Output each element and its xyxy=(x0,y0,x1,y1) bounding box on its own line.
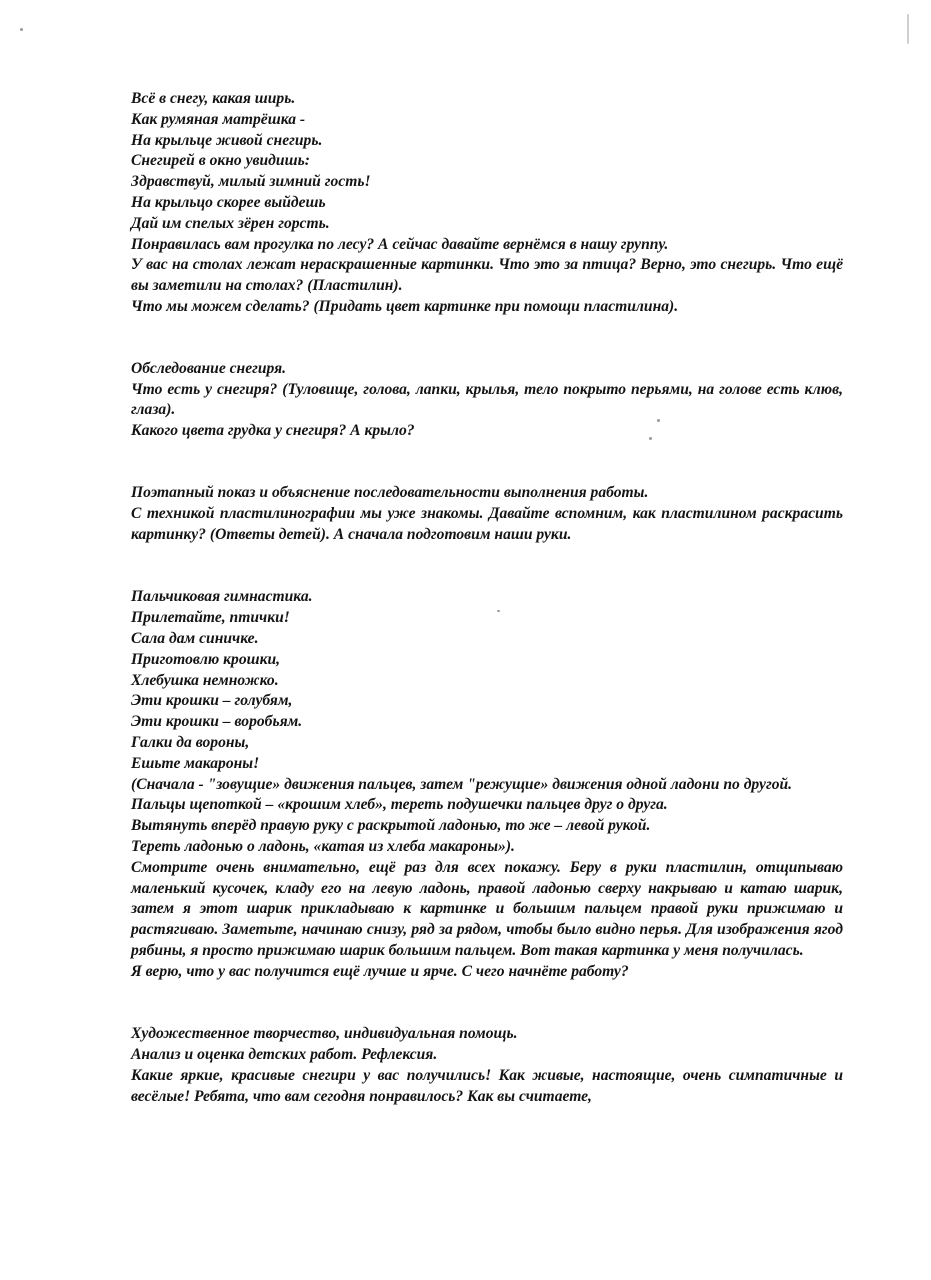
poem-line: Всё в снегу, какая ширь. xyxy=(131,90,296,107)
section-creative-work xyxy=(131,1024,843,1107)
poem-line: Ешьте макароны! xyxy=(131,754,260,772)
paragraph: Понравилась вам прогулка по лесу? А сейчас давайте вернёмся в нашу группу. xyxy=(131,235,669,253)
poem-line: Прилетайте, птички! xyxy=(131,609,290,627)
poem-line: Как румяная матрёшка - xyxy=(131,110,306,128)
paragraph: Вытянуть вперёд правую руку с раскрытой ладонью, то же – левой рукой. xyxy=(131,817,651,835)
poem-line: Галки да вороны, xyxy=(131,733,250,751)
paragraph: Пальцы щепоткой – «крошим хлеб», тереть подушечки пальцев друг о друга. xyxy=(131,796,668,814)
paragraph: Тереть ладонью о ладонь, «катая из хлеба макароны»). xyxy=(131,837,515,855)
section-bullfinch-exam xyxy=(131,359,843,442)
paragraph: Смотрите очень внимательно, ещё раз для всех покажу. Беру в руки пластилин, отщипываю маленький кусочек, кладу его на левую ладонь, правой ладонью сверху накрываю и катаю шарик, затем я этот шарик прикладываю к картинке и большим пальцем правой руки прижимаю и растягиваю. Заметьте, начинаю снизу, ряд за рядом, чтобы было видно перья. Для изображения ягод рябины, я просто прижимаю шарик большим пальцем. Вот такая картинка у меня получилась. xyxy=(131,858,843,959)
section-finger-gymnastics xyxy=(131,587,843,982)
paragraph: (Сначала - "зовущие» движения пальцев, затем "режущие» движения одной ладони по другой. xyxy=(131,775,793,793)
section-heading: Поэтапный показ и объяснение последовательности выполнения работы. xyxy=(131,483,649,501)
section-heading: Художественное творчество, индивидуальная помощь. xyxy=(131,1025,518,1043)
poem-line: На крыльце живой снегирь. xyxy=(131,131,323,149)
section-demonstration xyxy=(131,483,843,545)
poem-line: Снегирей в окно увидишь: xyxy=(131,152,310,170)
paragraph: Какого цвета грудка у снегиря? А крыло? xyxy=(131,422,415,440)
section-heading: Обследование снегиря. xyxy=(131,359,287,377)
poem-line: Приготовлю крошки, xyxy=(131,650,281,668)
section-poem xyxy=(131,89,843,318)
poem-line: Сала дам синичке. xyxy=(131,629,259,647)
section-heading: Пальчиковая гимнастика. xyxy=(131,588,313,606)
poem-line: Эти крошки – голубям, xyxy=(131,692,293,710)
scan-speck xyxy=(20,28,23,31)
paragraph: Что мы можем сделать? (Придать цвет картинке при помощи пластилина). xyxy=(131,297,679,315)
scan-speck xyxy=(907,14,909,44)
poem-line: Здравствуй, милый зимний гость! xyxy=(131,173,371,191)
paragraph: С техникой пластилинографии мы уже знакомы. Давайте вспомним, как пластилином раскрасить картинку? (Ответы детей). А сначала подготовим наши руки. xyxy=(131,504,843,543)
paragraph: У вас на столах лежат нераскрашенные картинки. Что это за птица? Верно, это снегирь. Что ещё вы заметили на столах? (Пластилин). xyxy=(131,256,843,295)
paragraph: Что есть у снегиря? (Туловище, голова, лапки, крылья, тело покрыто перьями, на голове есть клюв, глаза). xyxy=(131,380,843,419)
poem-line: Дай им спелых зёрен горсть. xyxy=(131,214,330,232)
poem-line: Хлебушка немножко. xyxy=(131,671,279,689)
document-page xyxy=(131,89,843,1108)
paragraph: Я верю, что у вас получится ещё лучше и ярче. С чего начнёте работу? xyxy=(131,962,629,980)
subheading: Анализ и оценка детских работ. Рефлексия. xyxy=(131,1046,438,1064)
poem-line: Эти крошки – воробьям. xyxy=(131,713,303,731)
paragraph: Какие яркие, красивые снегири у вас получились! Как живые, настоящие, очень симпатичные и весёлые! Ребята, что вам сегодня понравилось? Как вы считаете, xyxy=(131,1067,843,1105)
poem-line: На крыльцо скорее выйдешь xyxy=(131,193,326,211)
